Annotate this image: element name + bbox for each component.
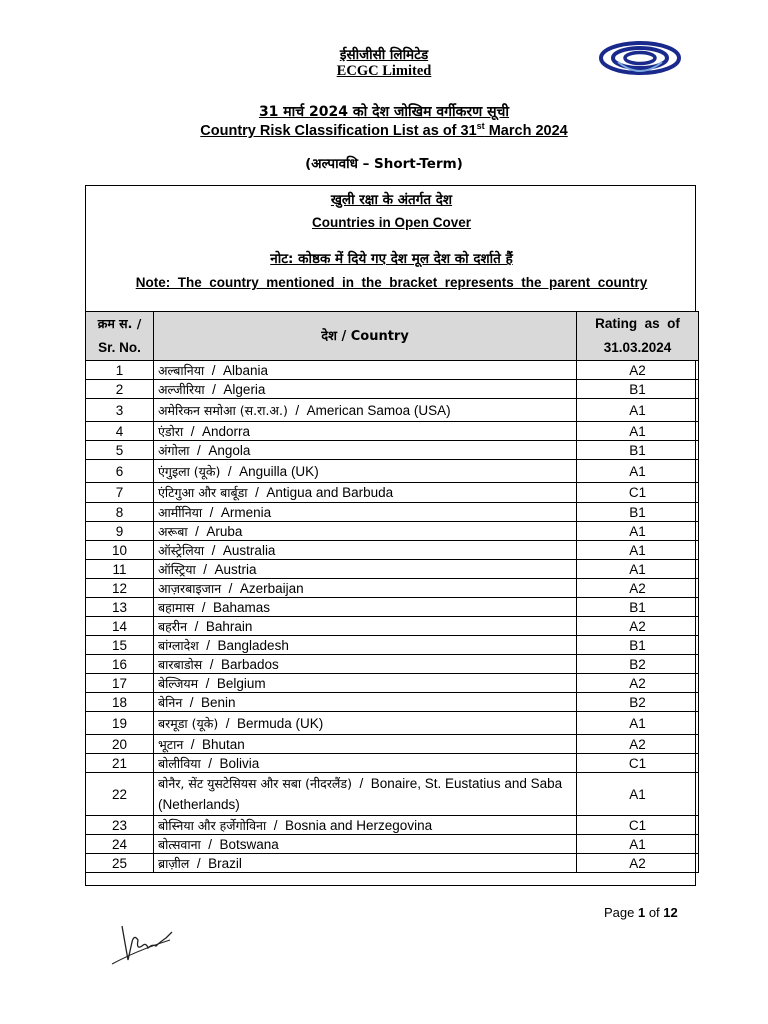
country-name-english: Armenia (220, 504, 272, 520)
cell-sr-no: 16 (86, 655, 154, 674)
cell-rating: B1 (577, 503, 699, 522)
cell-country (154, 835, 577, 854)
country-name-english: Bangladesh (217, 637, 289, 653)
cell-country (154, 617, 577, 636)
cell-sr-no: 6 (86, 460, 154, 483)
name-separator: / (200, 836, 220, 852)
cell-country (154, 441, 577, 460)
cell-rating: B1 (577, 380, 699, 399)
name-separator: / (204, 381, 224, 397)
cell-country (154, 522, 577, 541)
cell-rating: A2 (577, 617, 699, 636)
name-separator: / (202, 504, 221, 520)
cell-rating: B1 (577, 598, 699, 617)
cell-sr-no: 3 (86, 399, 154, 422)
table-row (86, 835, 699, 854)
country-name-hindi: अल्बानिया (158, 362, 205, 378)
cell-rating: A1 (577, 422, 699, 441)
cell-rating: C1 (577, 483, 699, 503)
table-header-row (86, 312, 699, 361)
cell-rating: A2 (577, 854, 699, 873)
country-name-hindi: भूटान (158, 736, 184, 752)
name-separator: / (204, 542, 223, 558)
country-name-english: Bhutan (202, 736, 245, 752)
cell-rating: B2 (577, 693, 699, 712)
table-row (86, 560, 699, 579)
name-separator: / (189, 442, 209, 458)
country-name-english: Austria (214, 561, 257, 577)
country-name-english: Bolivia (219, 755, 260, 771)
note-english: Note: The country mentioned in the bracket represents the parent country (135, 275, 648, 290)
cell-country (154, 361, 577, 380)
name-separator: / (204, 362, 223, 378)
table-row (86, 712, 699, 735)
cell-country (154, 816, 577, 835)
country-name-english: Australia (222, 542, 276, 558)
country-name-hindi: बहामास (158, 599, 195, 615)
country-name-hindi: एंटिगुआ और बार्बूडा (158, 485, 248, 500)
country-risk-table (85, 311, 699, 873)
name-separator: / (202, 656, 222, 672)
country-name-hindi: बहरीन (158, 618, 188, 634)
cell-sr-no: 24 (86, 835, 154, 854)
cell-country (154, 560, 577, 579)
name-separator: / (200, 755, 220, 771)
table-row (86, 598, 699, 617)
cell-country (154, 503, 577, 522)
country-name-hindi: बोस्निया और हर्जेगोविना (158, 817, 267, 833)
cell-country (154, 754, 577, 773)
cell-country (154, 712, 577, 735)
name-separator: / (187, 618, 206, 634)
cell-country (154, 422, 577, 441)
country-name-hindi: आज़रबाइजान (158, 580, 222, 596)
country-name-hindi: एंगुइला (यूके) (158, 463, 221, 479)
name-separator: / (266, 817, 285, 833)
table-row (86, 399, 699, 422)
country-name-hindi: एंडोरा (158, 423, 184, 439)
table-row (86, 735, 699, 754)
country-name-english: Benin (201, 694, 236, 710)
country-name-hindi: बांग्लादेश (158, 637, 199, 653)
cell-rating: B1 (577, 636, 699, 655)
cell-sr-no: 20 (86, 735, 154, 754)
name-separator: / (218, 715, 237, 731)
title-english: Country Risk Classification List as of 31st March 2024 (200, 121, 568, 139)
cell-country (154, 636, 577, 655)
cell-sr-no: 2 (86, 380, 154, 399)
cell-rating: A1 (577, 399, 699, 422)
country-name-english: Azerbaijan (239, 580, 304, 596)
name-separator: / (194, 599, 213, 615)
name-separator: / (189, 855, 209, 871)
cell-country (154, 854, 577, 873)
cell-rating: B1 (577, 441, 699, 460)
name-separator: / (187, 523, 207, 539)
cell-sr-no: 19 (86, 712, 154, 735)
table-row (86, 441, 699, 460)
country-name-hindi: अरूबा (158, 523, 188, 539)
cell-country (154, 773, 577, 816)
cell-sr-no: 14 (86, 617, 154, 636)
cell-sr-no: 12 (86, 579, 154, 598)
page-number: Page 1 of 12 (604, 905, 678, 920)
table-row (86, 422, 699, 441)
country-name-hindi: अंगोला (158, 442, 190, 458)
cell-sr-no: 10 (86, 541, 154, 560)
table-row (86, 380, 699, 399)
table-row (86, 816, 699, 835)
cell-sr-no: 11 (86, 560, 154, 579)
country-name-english: Bonaire, St. Eustatius and Saba (Netherlands) (158, 776, 563, 812)
signature-icon (108, 920, 178, 968)
cell-rating: A1 (577, 522, 699, 541)
cell-sr-no: 7 (86, 483, 154, 503)
cell-rating: B2 (577, 655, 699, 674)
table-row (86, 541, 699, 560)
column-header-country: देश / Country (154, 312, 577, 361)
country-name-english: Algeria (223, 381, 266, 397)
cell-sr-no: 21 (86, 754, 154, 773)
cell-rating: A1 (577, 712, 699, 735)
name-separator: / (183, 736, 203, 752)
cell-rating: A2 (577, 361, 699, 380)
cell-rating: C1 (577, 754, 699, 773)
cell-sr-no: 23 (86, 816, 154, 835)
cell-sr-no: 22 (86, 773, 154, 816)
cell-rating: A1 (577, 773, 699, 816)
table-row (86, 854, 699, 873)
table-row (86, 617, 699, 636)
cell-country (154, 655, 577, 674)
country-name-hindi: बारबाडोस (158, 656, 203, 672)
cell-rating: A1 (577, 460, 699, 483)
name-separator: / (198, 637, 218, 653)
cell-sr-no: 5 (86, 441, 154, 460)
country-name-hindi: अल्जीरिया (158, 381, 205, 397)
table-row (86, 579, 699, 598)
note-hindi: नोट: कोष्ठक में दिये गए देश मूल देश को दर्शाते हैं (270, 251, 513, 267)
country-name-hindi: बेनिन (158, 694, 183, 710)
country-name-hindi: बेल्जियम (158, 675, 199, 691)
name-separator: / (247, 485, 267, 500)
cell-country (154, 399, 577, 422)
table-row (86, 483, 699, 503)
country-name-hindi: ऑस्ट्रेलिया (158, 542, 205, 558)
cover-heading-english: Countries in Open Cover (311, 215, 472, 230)
name-separator: / (198, 675, 217, 691)
cell-rating: A1 (577, 835, 699, 854)
cell-rating: A2 (577, 735, 699, 754)
country-name-english: Albania (223, 362, 269, 378)
table-row (86, 773, 699, 816)
table-row (86, 655, 699, 674)
cell-sr-no: 17 (86, 674, 154, 693)
country-name-english: Belgium (216, 675, 266, 691)
country-name-hindi: आर्मीनिया (158, 504, 203, 520)
country-name-english: Barbados (221, 656, 279, 672)
cell-sr-no: 8 (86, 503, 154, 522)
table-row (86, 636, 699, 655)
country-name-english: Andorra (201, 423, 250, 439)
cell-sr-no: 9 (86, 522, 154, 541)
country-name-english: Bahrain (205, 618, 253, 634)
country-name-english: Bosnia and Herzegovina (284, 817, 433, 833)
cell-country (154, 380, 577, 399)
country-name-english: American Samoa (USA) (306, 402, 451, 418)
cell-rating: A1 (577, 560, 699, 579)
name-separator: / (220, 463, 240, 479)
name-separator: / (351, 776, 371, 791)
table-row (86, 693, 699, 712)
cell-sr-no: 18 (86, 693, 154, 712)
country-name-english: Anguilla (UK) (239, 463, 319, 479)
country-name-hindi: बोनैर, सेंट युसटेसियस और सबा (नीदरलैंड) (158, 776, 352, 791)
cell-country (154, 598, 577, 617)
column-header-rating: Rating as of 31.03.2024 (577, 312, 699, 361)
country-name-english: Bermuda (UK) (237, 715, 324, 731)
cell-rating: A2 (577, 674, 699, 693)
country-name-hindi: बोलीविया (158, 755, 201, 771)
cell-rating: C1 (577, 816, 699, 835)
table-row (86, 361, 699, 380)
table-row (86, 754, 699, 773)
country-name-english: Antigua and Barbuda (266, 485, 394, 500)
cover-heading-hindi: खुली रक्षा के अंतर्गत देश (330, 192, 453, 208)
cell-rating: A1 (577, 541, 699, 560)
table-row (86, 674, 699, 693)
term-label: (अल्पावधि – Short-Term) (305, 156, 463, 172)
country-name-english: Bahamas (212, 599, 270, 615)
name-separator: / (287, 402, 307, 418)
cell-country (154, 579, 577, 598)
org-name-hindi: ईसीजीसी लिमिटेड (339, 47, 429, 63)
org-name-english: ECGC Limited (336, 63, 432, 79)
country-name-hindi: बोत्सवाना (158, 836, 201, 852)
cell-sr-no: 25 (86, 854, 154, 873)
cell-country (154, 674, 577, 693)
cell-country (154, 460, 577, 483)
cell-sr-no: 13 (86, 598, 154, 617)
cell-country (154, 693, 577, 712)
country-name-english: Botswana (219, 836, 279, 852)
title-hindi: 31 मार्च 2024 को देश जोखिम वर्गीकरण सूची (258, 104, 510, 120)
country-name-english: Brazil (208, 855, 242, 871)
name-separator: / (183, 423, 202, 439)
country-name-hindi: ब्राज़ील (158, 855, 190, 871)
country-name-english: Aruba (206, 523, 243, 539)
name-separator: / (195, 561, 215, 577)
cell-rating: A2 (577, 579, 699, 598)
name-separator: / (221, 580, 240, 596)
country-name-english: Angola (208, 442, 251, 458)
cell-sr-no: 15 (86, 636, 154, 655)
country-name-hindi: बरमूडा (यूके) (158, 715, 219, 731)
cell-sr-no: 1 (86, 361, 154, 380)
column-header-sr: क्रम स. / Sr. No. (86, 312, 154, 361)
table-row (86, 460, 699, 483)
cell-country (154, 483, 577, 503)
country-name-hindi: अमेरिकन समोआ (स.रा.अ.) (158, 402, 288, 418)
table-row (86, 522, 699, 541)
country-name-hindi: ऑस्ट्रिया (158, 561, 196, 577)
table-body (86, 361, 699, 873)
name-separator: / (182, 694, 202, 710)
cell-country (154, 735, 577, 754)
cell-country (154, 541, 577, 560)
table-row (86, 503, 699, 522)
cell-sr-no: 4 (86, 422, 154, 441)
